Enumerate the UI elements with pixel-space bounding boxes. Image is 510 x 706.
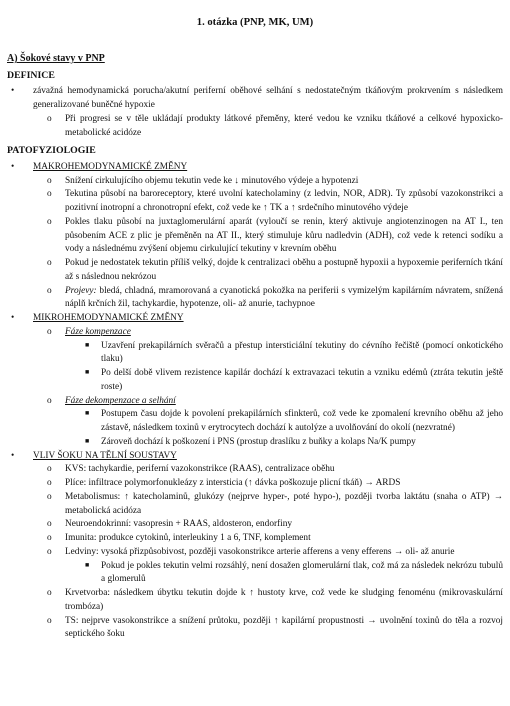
definice-heading: DEFINICE — [7, 69, 55, 81]
patofyziologie-heading: PATOFYZIOLOGIE — [7, 145, 96, 157]
item-text: Plíce: infiltrace polymorfonukleázy z intersticia (↑ dávka poškozuje plicní tkáň) → ARDS — [65, 478, 401, 489]
circle-bullet-icon: o — [47, 258, 52, 269]
list-item — [7, 340, 503, 368]
circle-bullet-icon: o — [47, 615, 52, 626]
bullet-icon: • — [11, 86, 15, 97]
list-item — [7, 113, 503, 141]
list-item — [7, 367, 503, 395]
definice-list — [7, 85, 503, 140]
circle-bullet-icon: o — [47, 533, 52, 544]
item-text: Snížení cirkulujícího objemu tekutin vede ke ↓ minutového výdeje a hypotenzi — [65, 175, 359, 186]
item-text: Pokles tlaku působí na juxtaglomerulární aparát (vyloučí se renin, který aktivuje angiotenzinogen na AT I., ten působením ACE z plic je přeměněn na AT II., který stimuluje kůru nadledvin (ADH), což vede k retenci sodíku a vody a následnému zvýšení objemu cirkulující tekutiny v krevním oběhu — [65, 216, 503, 255]
circle-bullet-icon: o — [47, 491, 52, 502]
square-bullet-icon: ■ — [85, 368, 90, 377]
square-bullet-icon: ■ — [85, 560, 90, 569]
list-item — [7, 395, 503, 409]
list-item — [7, 477, 503, 491]
circle-bullet-icon: o — [47, 216, 52, 227]
item-text: Metabolismus: ↑ katecholaminů, glukózy (nejprve hyper-, poté hypo-), později tvorba laktátu (snaha o ATP) → metabolická acidóza — [65, 491, 503, 516]
list-item — [7, 161, 503, 175]
list-item — [7, 408, 503, 436]
item-text: KVS: tachykardie, periferní vazokonstrikce (RAAS), centralizace oběhu — [65, 464, 335, 475]
list-item — [7, 587, 503, 615]
item-text: Uzavření prekapilárních svěračů a přestup intersticiální tekutiny do cévního řečiště (pomocí onkotického tlaku) — [101, 340, 503, 365]
list-item — [7, 450, 503, 464]
list-item — [7, 615, 503, 643]
item-text: Postupem času dojde k povolení prekapilárních sfinkterů, což vede ke zpomalení krevního oběhu až jeho zástavě, následkem toxinů v erytrocytech dochází k autolýze a uvolňování do okolí (nezvratné) — [101, 409, 503, 434]
subsection-label: MAKROHEMODYNAMICKÉ ZMĚNY — [33, 161, 188, 172]
list-item — [7, 85, 503, 113]
item-text: Pokud je pokles tekutin velmi rozsáhlý, není dosažen glomerulární tlak, což má za následek nekrózu tubulů a glomerulů — [101, 560, 503, 585]
circle-bullet-icon: o — [47, 478, 52, 489]
circle-bullet-icon: o — [47, 546, 52, 557]
circle-bullet-icon: o — [47, 285, 52, 296]
subsection-label: VLIV ŠOKU NA TĚLNÍ SOUSTAVY — [33, 450, 177, 461]
item-text: bledá, chladná, mramorovaná a cyanotická pokožka na periferii s vymizelým kapilárním návratem, snížená náplň krčních žil, tachykardie, hypotenze, oli- až anurie, tachypnoe — [65, 285, 503, 310]
circle-bullet-icon: o — [47, 464, 52, 475]
projevy-label: Projevy: — [65, 285, 97, 296]
circle-bullet-icon: o — [47, 588, 52, 599]
list-item — [7, 546, 503, 560]
phase-label: Fáze kompenzace — [65, 326, 131, 337]
list-item — [7, 188, 503, 216]
item-text: TS: nejprve vasokonstrikce a snížení průtoku, později ↑ kapilární propustnosti → uvolnění toxinů do těla a rozvoj septického šoku — [65, 615, 503, 640]
document-body — [7, 52, 503, 642]
square-bullet-icon: ■ — [85, 409, 90, 418]
list-item — [7, 216, 503, 257]
bullet-icon: • — [11, 313, 15, 324]
patofyziologie-list — [7, 161, 503, 642]
item-text: Při progresi se v těle ukládají produkty látkové přeměny, které vedou ke vzniku tkáňové a celkové hypoxicko-metabolické acidóze — [65, 113, 503, 138]
list-item — [7, 491, 503, 519]
list-item — [7, 312, 503, 326]
item-text: Tekutina působí na baroreceptory, které uvolní katecholaminy (z ledvin, NOR, ADR). Ty způsobí vazokonstrikci a pozitivní inotropní a chronotropní efekt, což vede ke ↑ TK a ↑ srdečního minutového výdeje — [65, 189, 503, 214]
subsection-label: MIKROHEMODYNAMICKÉ ZMĚNY — [33, 313, 184, 324]
section-heading: A) Šokové stavy v PNP — [7, 53, 105, 64]
list-item — [7, 326, 503, 340]
item-text: Zároveň dochází k poškození i PNS (prostup draslíku z buňky a kolaps Na/K pumpy — [101, 436, 416, 447]
circle-bullet-icon: o — [47, 326, 52, 337]
item-text: Pokud je nedostatek tekutin příliš velký, dojde k centralizaci oběhu a postupně hypoxii a hypoxemie periferních tkání až s následnou nekrózou — [65, 258, 503, 282]
page-title: 1. otázka (PNP, MK, UM) — [196, 17, 314, 28]
bullet-icon: • — [11, 450, 15, 461]
item-text: Po delší době vlivem rezistence kapilár dochází k extravazaci tekutin a vzniku edémů (ztráta tekutin ještě roste) — [101, 368, 503, 392]
circle-bullet-icon: o — [47, 175, 52, 186]
bullet-icon: • — [11, 161, 15, 172]
list-item — [7, 518, 503, 532]
item-text: Krvetvorba: následkem úbytku tekutin dojde k ↑ hustoty krve, což vede ke sludging fenoménu (mikrovaskulární trombóza) — [65, 588, 503, 612]
phase-label: Fáze dekompenzace a selhání — [65, 395, 176, 406]
list-item — [7, 560, 503, 588]
circle-bullet-icon: o — [47, 189, 52, 200]
circle-bullet-icon: o — [47, 395, 52, 406]
list-item — [7, 285, 503, 313]
list-item — [7, 532, 503, 546]
circle-bullet-icon: o — [47, 113, 52, 124]
list-item — [7, 463, 503, 477]
square-bullet-icon: ■ — [85, 436, 90, 445]
item-text: Ledviny: vysoká přizpůsobivost, později vasokonstrikce arterie afferens a veny efferens → oli- až anurie — [65, 546, 455, 557]
list-item — [7, 175, 503, 189]
square-bullet-icon: ■ — [85, 340, 90, 349]
circle-bullet-icon: o — [47, 519, 52, 530]
item-text: Imunita: produkce cytokinů, interleukiny 1 a 6, TNF, komplement — [65, 533, 311, 544]
list-item — [7, 436, 503, 450]
item-text: závažná hemodynamická porucha/akutní periferní oběhové selhání s nedostatečným tkáňovým prokrvením s následkem generalizované buněčné hypoxie — [33, 86, 503, 111]
item-text: Neuroendokrinní: vasopresin + RAAS, aldosteron, endorfiny — [65, 519, 293, 530]
list-item — [7, 257, 503, 285]
